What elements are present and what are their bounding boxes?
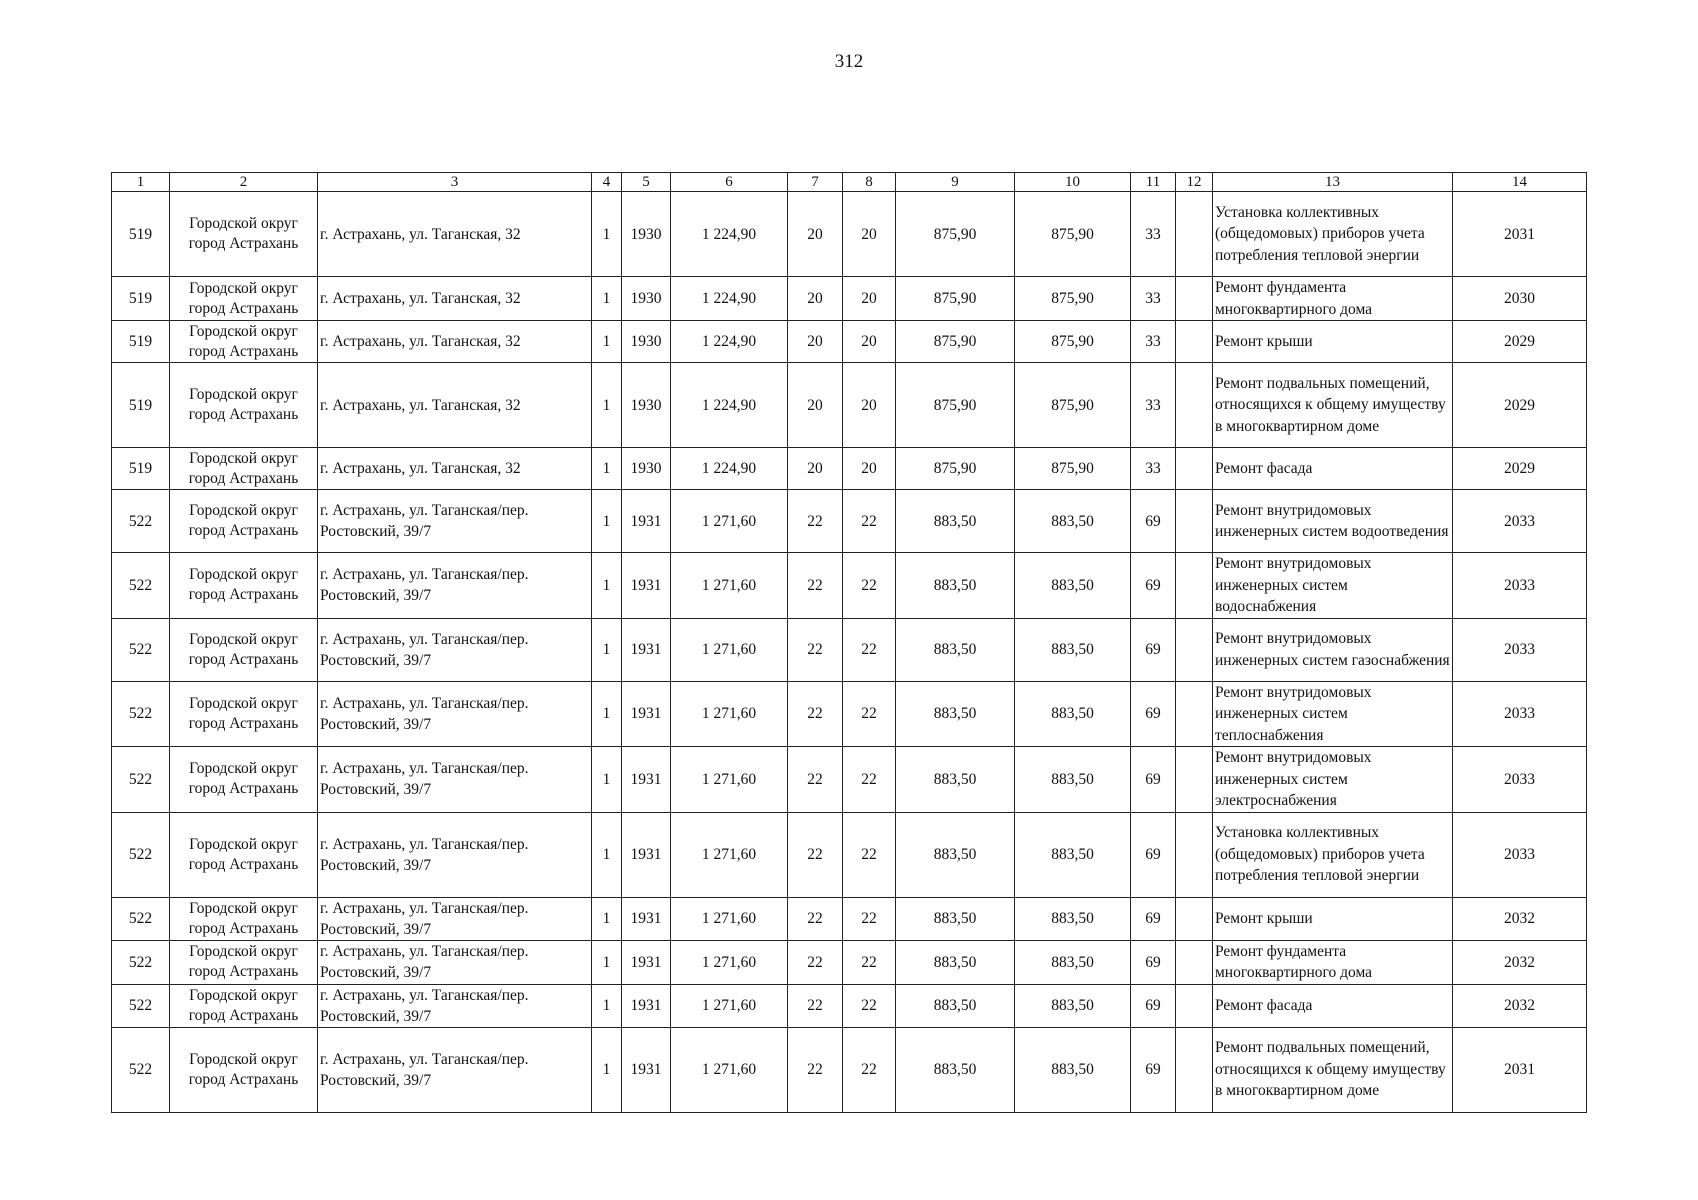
cell-col-4-value: 1 [592, 897, 622, 940]
cell-col-7-value: 22 [788, 897, 843, 940]
cell-municipality: Городской округ город Астрахань [170, 984, 318, 1027]
cell-municipality: Городской округ город Астрахань [170, 192, 318, 277]
table-row [112, 490, 1587, 553]
cell-col-8-value: 22 [843, 553, 896, 619]
cell-total-area: 1 271,60 [671, 984, 788, 1027]
cell-col-10-area: 883,50 [1015, 747, 1131, 813]
column-header: 10 [1015, 173, 1131, 192]
cell-residents-count: 33 [1131, 321, 1176, 363]
cell-col-4-value: 1 [592, 984, 622, 1027]
cell-col-4-value: 1 [592, 747, 622, 813]
cell-col-12-value [1176, 984, 1213, 1027]
cell-municipality: Городской округ город Астрахань [170, 277, 318, 321]
cell-col-9-area: 883,50 [896, 553, 1015, 619]
cell-work-type: Ремонт внутридомовых инженерных систем газоснабжения [1213, 618, 1453, 681]
cell-work-type: Ремонт внутридомовых инженерных систем электроснабжения [1213, 747, 1453, 813]
cell-col-12-value [1176, 490, 1213, 553]
cell-item-number: 519 [112, 192, 170, 277]
cell-address: г. Астрахань, ул. Таганская, 32 [318, 363, 592, 448]
cell-address: г. Астрахань, ул. Таганская/пер. Ростовский, 39/7 [318, 1027, 592, 1112]
column-header: 7 [788, 173, 843, 192]
cell-col-12-value [1176, 192, 1213, 277]
cell-work-type: Установка коллективных (общедомовых) приборов учета потребления тепловой энергии [1213, 812, 1453, 897]
cell-item-number: 522 [112, 1027, 170, 1112]
cell-municipality: Городской округ город Астрахань [170, 363, 318, 448]
cell-col-10-area: 883,50 [1015, 681, 1131, 747]
cell-col-12-value [1176, 747, 1213, 813]
column-header: 13 [1213, 173, 1453, 192]
table-row [112, 618, 1587, 681]
cell-build-year: 1931 [622, 940, 671, 984]
cell-item-number: 522 [112, 553, 170, 619]
cell-build-year: 1931 [622, 553, 671, 619]
table-row [112, 940, 1587, 984]
cell-item-number: 522 [112, 618, 170, 681]
cell-col-4-value: 1 [592, 553, 622, 619]
cell-municipality: Городской округ город Астрахань [170, 747, 318, 813]
cell-col-7-value: 22 [788, 681, 843, 747]
cell-col-10-area: 875,90 [1015, 321, 1131, 363]
cell-col-12-value [1176, 940, 1213, 984]
cell-residents-count: 69 [1131, 940, 1176, 984]
cell-residents-count: 33 [1131, 363, 1176, 448]
cell-col-4-value: 1 [592, 812, 622, 897]
cell-planned-year: 2033 [1453, 747, 1587, 813]
cell-planned-year: 2030 [1453, 277, 1587, 321]
cell-col-8-value: 22 [843, 897, 896, 940]
cell-municipality: Городской округ город Астрахань [170, 897, 318, 940]
cell-address: г. Астрахань, ул. Таганская/пер. Ростовский, 39/7 [318, 490, 592, 553]
table-row [112, 812, 1587, 897]
cell-address: г. Астрахань, ул. Таганская/пер. Ростовский, 39/7 [318, 681, 592, 747]
cell-col-9-area: 875,90 [896, 277, 1015, 321]
cell-total-area: 1 271,60 [671, 618, 788, 681]
cell-item-number: 519 [112, 277, 170, 321]
cell-work-type: Ремонт фундамента многоквартирного дома [1213, 277, 1453, 321]
column-header: 9 [896, 173, 1015, 192]
cell-item-number: 522 [112, 681, 170, 747]
column-header: 3 [318, 173, 592, 192]
cell-col-9-area: 883,50 [896, 490, 1015, 553]
cell-work-type: Ремонт подвальных помещений, относящихся к общему имуществу в многоквартирном доме [1213, 1027, 1453, 1112]
cell-residents-count: 69 [1131, 681, 1176, 747]
cell-address: г. Астрахань, ул. Таганская, 32 [318, 277, 592, 321]
table-row [112, 321, 1587, 363]
cell-col-10-area: 883,50 [1015, 490, 1131, 553]
cell-total-area: 1 271,60 [671, 490, 788, 553]
cell-col-8-value: 22 [843, 812, 896, 897]
cell-item-number: 522 [112, 747, 170, 813]
page-number: 312 [834, 51, 864, 72]
table-row [112, 747, 1587, 813]
cell-col-10-area: 883,50 [1015, 897, 1131, 940]
cell-col-12-value [1176, 1027, 1213, 1112]
cell-col-4-value: 1 [592, 448, 622, 490]
cell-total-area: 1 224,90 [671, 321, 788, 363]
cell-residents-count: 69 [1131, 984, 1176, 1027]
cell-col-7-value: 22 [788, 553, 843, 619]
cell-build-year: 1930 [622, 192, 671, 277]
cell-col-12-value [1176, 277, 1213, 321]
cell-col-8-value: 20 [843, 321, 896, 363]
cell-residents-count: 69 [1131, 618, 1176, 681]
cell-col-4-value: 1 [592, 1027, 622, 1112]
cell-col-4-value: 1 [592, 681, 622, 747]
cell-work-type: Ремонт внутридомовых инженерных систем водоснабжения [1213, 553, 1453, 619]
repair-schedule-table [111, 172, 1587, 1113]
table-row [112, 897, 1587, 940]
cell-planned-year: 2031 [1453, 192, 1587, 277]
cell-planned-year: 2032 [1453, 984, 1587, 1027]
cell-planned-year: 2032 [1453, 940, 1587, 984]
cell-col-4-value: 1 [592, 277, 622, 321]
cell-total-area: 1 271,60 [671, 1027, 788, 1112]
column-header: 14 [1453, 173, 1587, 192]
cell-col-10-area: 883,50 [1015, 553, 1131, 619]
table-row [112, 984, 1587, 1027]
cell-planned-year: 2029 [1453, 321, 1587, 363]
cell-col-12-value [1176, 448, 1213, 490]
table-row [112, 277, 1587, 321]
cell-planned-year: 2033 [1453, 553, 1587, 619]
cell-build-year: 1931 [622, 618, 671, 681]
cell-item-number: 522 [112, 812, 170, 897]
cell-work-type: Установка коллективных (общедомовых) приборов учета потребления тепловой энергии [1213, 192, 1453, 277]
table-row [112, 192, 1587, 277]
cell-col-8-value: 22 [843, 1027, 896, 1112]
cell-item-number: 522 [112, 897, 170, 940]
cell-col-9-area: 875,90 [896, 192, 1015, 277]
cell-col-10-area: 875,90 [1015, 277, 1131, 321]
cell-address: г. Астрахань, ул. Таганская/пер. Ростовский, 39/7 [318, 984, 592, 1027]
cell-total-area: 1 271,60 [671, 747, 788, 813]
column-header: 5 [622, 173, 671, 192]
cell-col-10-area: 883,50 [1015, 618, 1131, 681]
cell-municipality: Городской округ город Астрахань [170, 940, 318, 984]
cell-col-12-value [1176, 812, 1213, 897]
cell-residents-count: 69 [1131, 897, 1176, 940]
cell-address: г. Астрахань, ул. Таганская/пер. Ростовский, 39/7 [318, 553, 592, 619]
cell-col-8-value: 22 [843, 940, 896, 984]
cell-col-9-area: 883,50 [896, 984, 1015, 1027]
cell-planned-year: 2032 [1453, 897, 1587, 940]
cell-col-8-value: 20 [843, 277, 896, 321]
cell-col-9-area: 883,50 [896, 618, 1015, 681]
cell-build-year: 1931 [622, 897, 671, 940]
cell-municipality: Городской округ город Астрахань [170, 490, 318, 553]
cell-col-8-value: 22 [843, 490, 896, 553]
cell-planned-year: 2033 [1453, 618, 1587, 681]
cell-build-year: 1931 [622, 681, 671, 747]
cell-build-year: 1930 [622, 448, 671, 490]
cell-col-7-value: 20 [788, 363, 843, 448]
cell-item-number: 519 [112, 448, 170, 490]
cell-item-number: 522 [112, 940, 170, 984]
cell-work-type: Ремонт внутридомовых инженерных систем водоотведения [1213, 490, 1453, 553]
cell-col-10-area: 875,90 [1015, 448, 1131, 490]
cell-col-9-area: 875,90 [896, 448, 1015, 490]
cell-address: г. Астрахань, ул. Таганская/пер. Ростовский, 39/7 [318, 812, 592, 897]
cell-build-year: 1931 [622, 984, 671, 1027]
cell-col-12-value [1176, 618, 1213, 681]
cell-item-number: 519 [112, 363, 170, 448]
cell-address: г. Астрахань, ул. Таганская, 32 [318, 192, 592, 277]
cell-total-area: 1 271,60 [671, 940, 788, 984]
cell-col-12-value [1176, 321, 1213, 363]
cell-residents-count: 69 [1131, 812, 1176, 897]
cell-build-year: 1930 [622, 363, 671, 448]
cell-col-8-value: 20 [843, 448, 896, 490]
cell-address: г. Астрахань, ул. Таганская/пер. Ростовский, 39/7 [318, 897, 592, 940]
cell-col-9-area: 883,50 [896, 897, 1015, 940]
table-body [112, 192, 1587, 1113]
cell-col-10-area: 883,50 [1015, 812, 1131, 897]
cell-residents-count: 69 [1131, 490, 1176, 553]
cell-build-year: 1931 [622, 490, 671, 553]
cell-col-7-value: 22 [788, 940, 843, 984]
cell-col-4-value: 1 [592, 940, 622, 984]
cell-item-number: 522 [112, 984, 170, 1027]
cell-municipality: Городской округ город Астрахань [170, 812, 318, 897]
cell-col-7-value: 22 [788, 490, 843, 553]
cell-total-area: 1 271,60 [671, 812, 788, 897]
cell-municipality: Городской округ город Астрахань [170, 618, 318, 681]
column-header: 1 [112, 173, 170, 192]
cell-residents-count: 69 [1131, 553, 1176, 619]
cell-municipality: Городской округ город Астрахань [170, 448, 318, 490]
cell-col-10-area: 875,90 [1015, 192, 1131, 277]
table-row [112, 1027, 1587, 1112]
cell-col-12-value [1176, 553, 1213, 619]
cell-col-7-value: 22 [788, 812, 843, 897]
cell-planned-year: 2033 [1453, 681, 1587, 747]
cell-build-year: 1931 [622, 1027, 671, 1112]
cell-col-10-area: 883,50 [1015, 984, 1131, 1027]
cell-residents-count: 33 [1131, 277, 1176, 321]
cell-col-4-value: 1 [592, 192, 622, 277]
cell-municipality: Городской округ город Астрахань [170, 681, 318, 747]
cell-total-area: 1 271,60 [671, 897, 788, 940]
cell-work-type: Ремонт фундамента многоквартирного дома [1213, 940, 1453, 984]
cell-col-9-area: 883,50 [896, 681, 1015, 747]
cell-col-8-value: 22 [843, 984, 896, 1027]
cell-residents-count: 69 [1131, 747, 1176, 813]
cell-municipality: Городской округ город Астрахань [170, 321, 318, 363]
cell-col-4-value: 1 [592, 363, 622, 448]
table-row [112, 448, 1587, 490]
cell-item-number: 519 [112, 321, 170, 363]
cell-build-year: 1930 [622, 277, 671, 321]
cell-total-area: 1 224,90 [671, 277, 788, 321]
cell-item-number: 522 [112, 490, 170, 553]
column-header: 12 [1176, 173, 1213, 192]
cell-col-7-value: 22 [788, 747, 843, 813]
cell-col-7-value: 20 [788, 192, 843, 277]
column-header: 8 [843, 173, 896, 192]
cell-col-12-value [1176, 681, 1213, 747]
cell-planned-year: 2031 [1453, 1027, 1587, 1112]
cell-col-12-value [1176, 897, 1213, 940]
cell-build-year: 1931 [622, 812, 671, 897]
cell-col-7-value: 22 [788, 984, 843, 1027]
cell-col-7-value: 22 [788, 618, 843, 681]
cell-col-9-area: 883,50 [896, 747, 1015, 813]
cell-col-7-value: 22 [788, 1027, 843, 1112]
cell-col-7-value: 20 [788, 448, 843, 490]
cell-address: г. Астрахань, ул. Таганская, 32 [318, 448, 592, 490]
cell-col-7-value: 20 [788, 321, 843, 363]
cell-col-4-value: 1 [592, 490, 622, 553]
column-header: 6 [671, 173, 788, 192]
cell-col-8-value: 20 [843, 192, 896, 277]
cell-address: г. Астрахань, ул. Таганская, 32 [318, 321, 592, 363]
cell-total-area: 1 224,90 [671, 363, 788, 448]
cell-col-7-value: 20 [788, 277, 843, 321]
cell-address: г. Астрахань, ул. Таганская/пер. Ростовский, 39/7 [318, 940, 592, 984]
table-row [112, 681, 1587, 747]
cell-col-8-value: 20 [843, 363, 896, 448]
cell-col-9-area: 875,90 [896, 363, 1015, 448]
cell-planned-year: 2033 [1453, 490, 1587, 553]
cell-residents-count: 33 [1131, 192, 1176, 277]
cell-col-9-area: 883,50 [896, 940, 1015, 984]
cell-planned-year: 2029 [1453, 363, 1587, 448]
cell-col-10-area: 883,50 [1015, 940, 1131, 984]
cell-address: г. Астрахань, ул. Таганская/пер. Ростовский, 39/7 [318, 618, 592, 681]
cell-total-area: 1 271,60 [671, 681, 788, 747]
cell-work-type: Ремонт фасада [1213, 984, 1453, 1027]
cell-col-10-area: 875,90 [1015, 363, 1131, 448]
cell-col-4-value: 1 [592, 618, 622, 681]
cell-col-8-value: 22 [843, 681, 896, 747]
cell-total-area: 1 271,60 [671, 553, 788, 619]
cell-col-9-area: 883,50 [896, 812, 1015, 897]
cell-total-area: 1 224,90 [671, 192, 788, 277]
table-row [112, 363, 1587, 448]
cell-residents-count: 69 [1131, 1027, 1176, 1112]
cell-col-8-value: 22 [843, 747, 896, 813]
cell-col-8-value: 22 [843, 618, 896, 681]
cell-municipality: Городской округ город Астрахань [170, 553, 318, 619]
cell-col-9-area: 875,90 [896, 321, 1015, 363]
cell-work-type: Ремонт крыши [1213, 321, 1453, 363]
column-header: 11 [1131, 173, 1176, 192]
cell-work-type: Ремонт крыши [1213, 897, 1453, 940]
cell-residents-count: 33 [1131, 448, 1176, 490]
cell-total-area: 1 224,90 [671, 448, 788, 490]
table-row [112, 553, 1587, 619]
cell-col-12-value [1176, 363, 1213, 448]
cell-col-10-area: 883,50 [1015, 1027, 1131, 1112]
cell-build-year: 1930 [622, 321, 671, 363]
cell-col-9-area: 883,50 [896, 1027, 1015, 1112]
cell-work-type: Ремонт внутридомовых инженерных систем теплоснабжения [1213, 681, 1453, 747]
cell-municipality: Городской округ город Астрахань [170, 1027, 318, 1112]
cell-work-type: Ремонт подвальных помещений, относящихся к общему имуществу в многоквартирном доме [1213, 363, 1453, 448]
cell-planned-year: 2029 [1453, 448, 1587, 490]
column-number-row [112, 173, 1587, 192]
column-header: 2 [170, 173, 318, 192]
column-header: 4 [592, 173, 622, 192]
cell-address: г. Астрахань, ул. Таганская/пер. Ростовский, 39/7 [318, 747, 592, 813]
cell-build-year: 1931 [622, 747, 671, 813]
cell-planned-year: 2033 [1453, 812, 1587, 897]
cell-work-type: Ремонт фасада [1213, 448, 1453, 490]
cell-col-4-value: 1 [592, 321, 622, 363]
